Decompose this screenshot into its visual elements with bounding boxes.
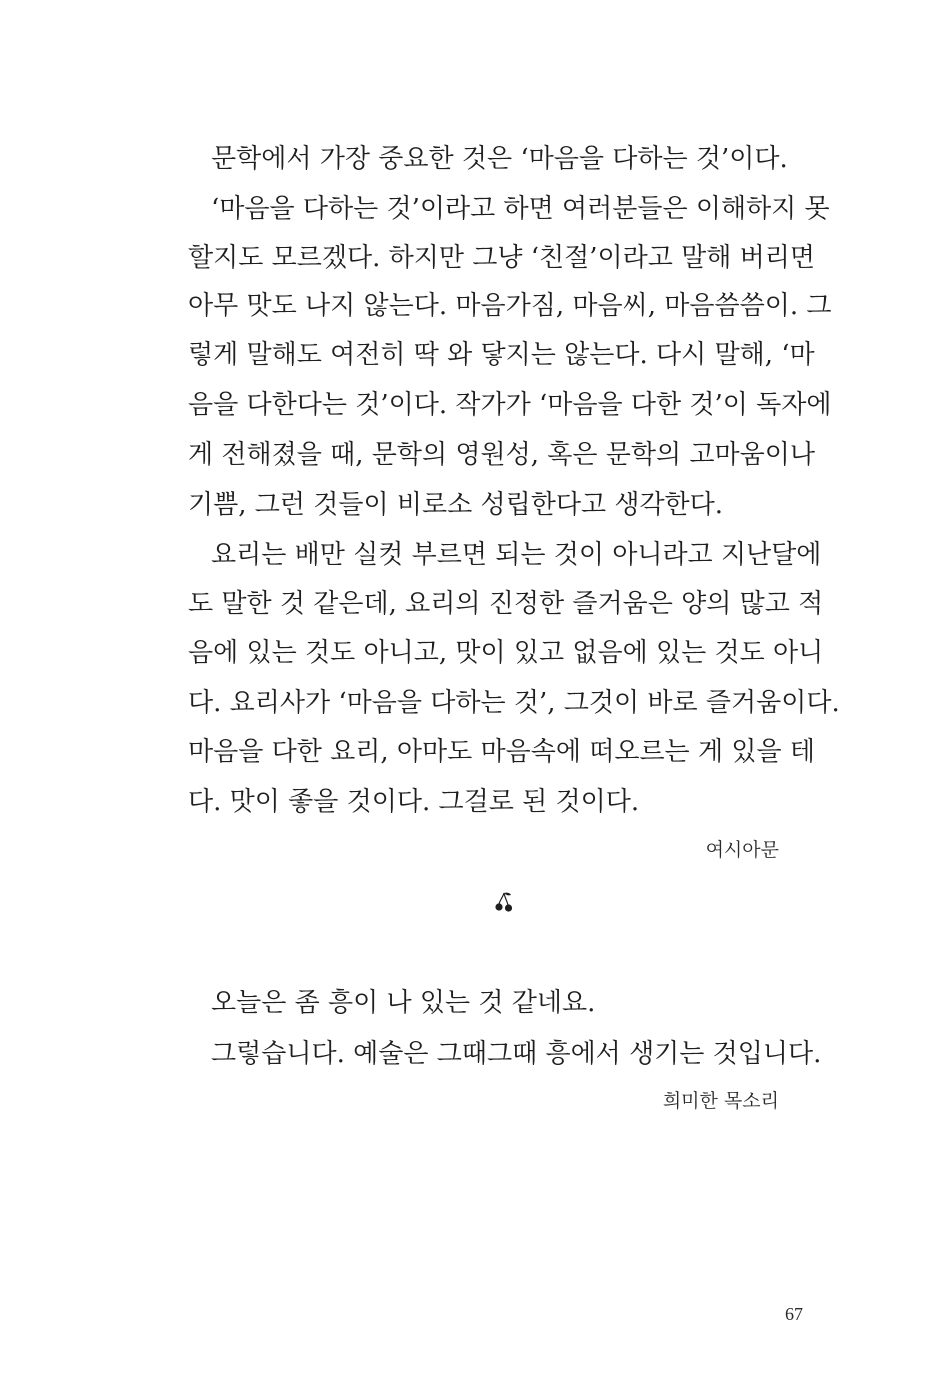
page-number: 67 <box>785 1304 803 1324</box>
text-line: 도 말한 것 같은데, 요리의 진정한 즐거움은 양의 많고 적 <box>188 589 824 619</box>
text-line: 오늘은 좀 흥이 나 있는 것 같네요. <box>211 988 596 1018</box>
source-attribution: 여시아문 <box>705 839 779 861</box>
text-line: 마음을 다한 요리, 아마도 마음속에 떠오르는 게 있을 테 <box>188 737 815 767</box>
text-line: 할지도 모르겠다. 하지만 그냥 ‘친절’이라고 말해 버리면 <box>188 243 815 273</box>
text-line: ‘마음을 다하는 것’이라고 하면 여러분들은 이해하지 못 <box>211 194 830 224</box>
text-line: 음에 있는 것도 아니고, 맛이 있고 없음에 있는 것도 아니 <box>188 638 824 668</box>
text-line: 렇게 말해도 여전히 딱 와 닿지는 않는다. 다시 말해, ‘마 <box>188 340 815 370</box>
text-line: 요리는 배만 실컷 부르면 되는 것이 아니라고 지난달에 <box>211 540 822 570</box>
text-line: 다. 맛이 좋을 것이다. 그걸로 된 것이다. <box>188 787 640 817</box>
text-line: 그렇습니다. 예술은 그때그때 흥에서 생기는 것입니다. <box>211 1039 822 1069</box>
text-line: 아무 맛도 나지 않는다. 마음가짐, 마음씨, 마음씀씀이. 그 <box>188 291 832 321</box>
text-line: 음을 다한다는 것’이다. 작가가 ‘마음을 다한 것’이 독자에 <box>188 390 832 420</box>
cherries-icon <box>494 891 514 913</box>
text-line: 문학에서 가장 중요한 것은 ‘마음을 다하는 것’이다. <box>211 144 788 174</box>
source-attribution: 희미한 목소리 <box>662 1090 779 1112</box>
text-line: 게 전해졌을 때, 문학의 영원성, 혹은 문학의 고마움이나 <box>188 440 815 470</box>
text-line: 다. 요리사가 ‘마음을 다하는 것’, 그것이 바로 즐거움이다. <box>188 688 840 718</box>
text-line: 기쁨, 그런 것들이 비로소 성립한다고 생각한다. <box>188 490 724 520</box>
